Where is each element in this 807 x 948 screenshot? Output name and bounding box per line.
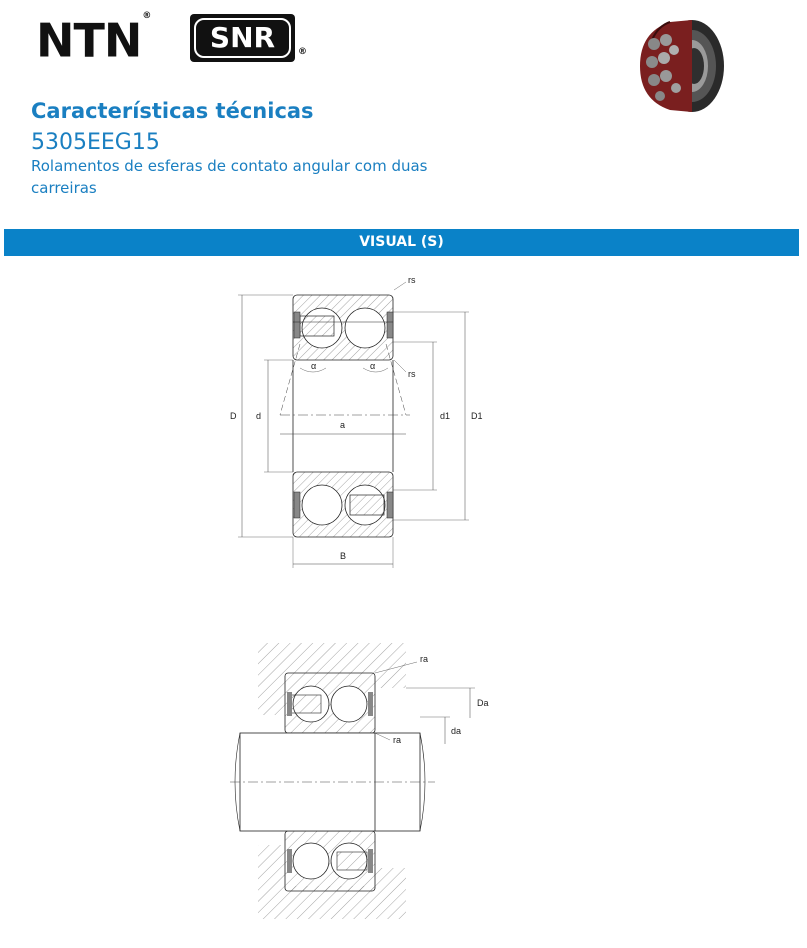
product-description: Rolamentos de esferas de contato angular com duas carreiras bbox=[31, 157, 428, 197]
label-B: B bbox=[340, 551, 347, 561]
label-rs-mid: rs bbox=[408, 369, 416, 379]
bearing-dimension-drawing bbox=[220, 268, 520, 578]
label-alpha-right: α bbox=[370, 361, 376, 371]
label-alpha-left: α bbox=[311, 361, 317, 371]
label-rs-top: rs bbox=[408, 275, 416, 285]
snr-registered-mark: ® bbox=[298, 47, 307, 57]
label-ra-top: ra bbox=[420, 654, 429, 664]
page-title: Características técnicas bbox=[31, 99, 314, 123]
label-ra-mid: ra bbox=[393, 735, 402, 745]
label-D1: D1 bbox=[471, 411, 483, 421]
label-D: D bbox=[230, 411, 237, 421]
product-code: 5305EEG15 bbox=[31, 130, 160, 155]
ntn-logo-text: NTN bbox=[36, 13, 142, 68]
section-band: VISUAL (S) bbox=[4, 229, 799, 256]
label-a: a bbox=[340, 420, 346, 430]
label-da: da bbox=[451, 726, 462, 736]
label-Da: Da bbox=[477, 698, 489, 708]
snr-logo bbox=[190, 14, 295, 62]
label-d: d bbox=[256, 411, 262, 421]
ntn-logo bbox=[36, 11, 151, 68]
ntn-registered-mark: ® bbox=[142, 11, 151, 21]
bearing-product-image bbox=[630, 10, 730, 120]
snr-logo-text: SNR bbox=[194, 18, 291, 58]
mounting-dimension-drawing bbox=[225, 640, 505, 925]
label-d1: d1 bbox=[440, 411, 451, 421]
